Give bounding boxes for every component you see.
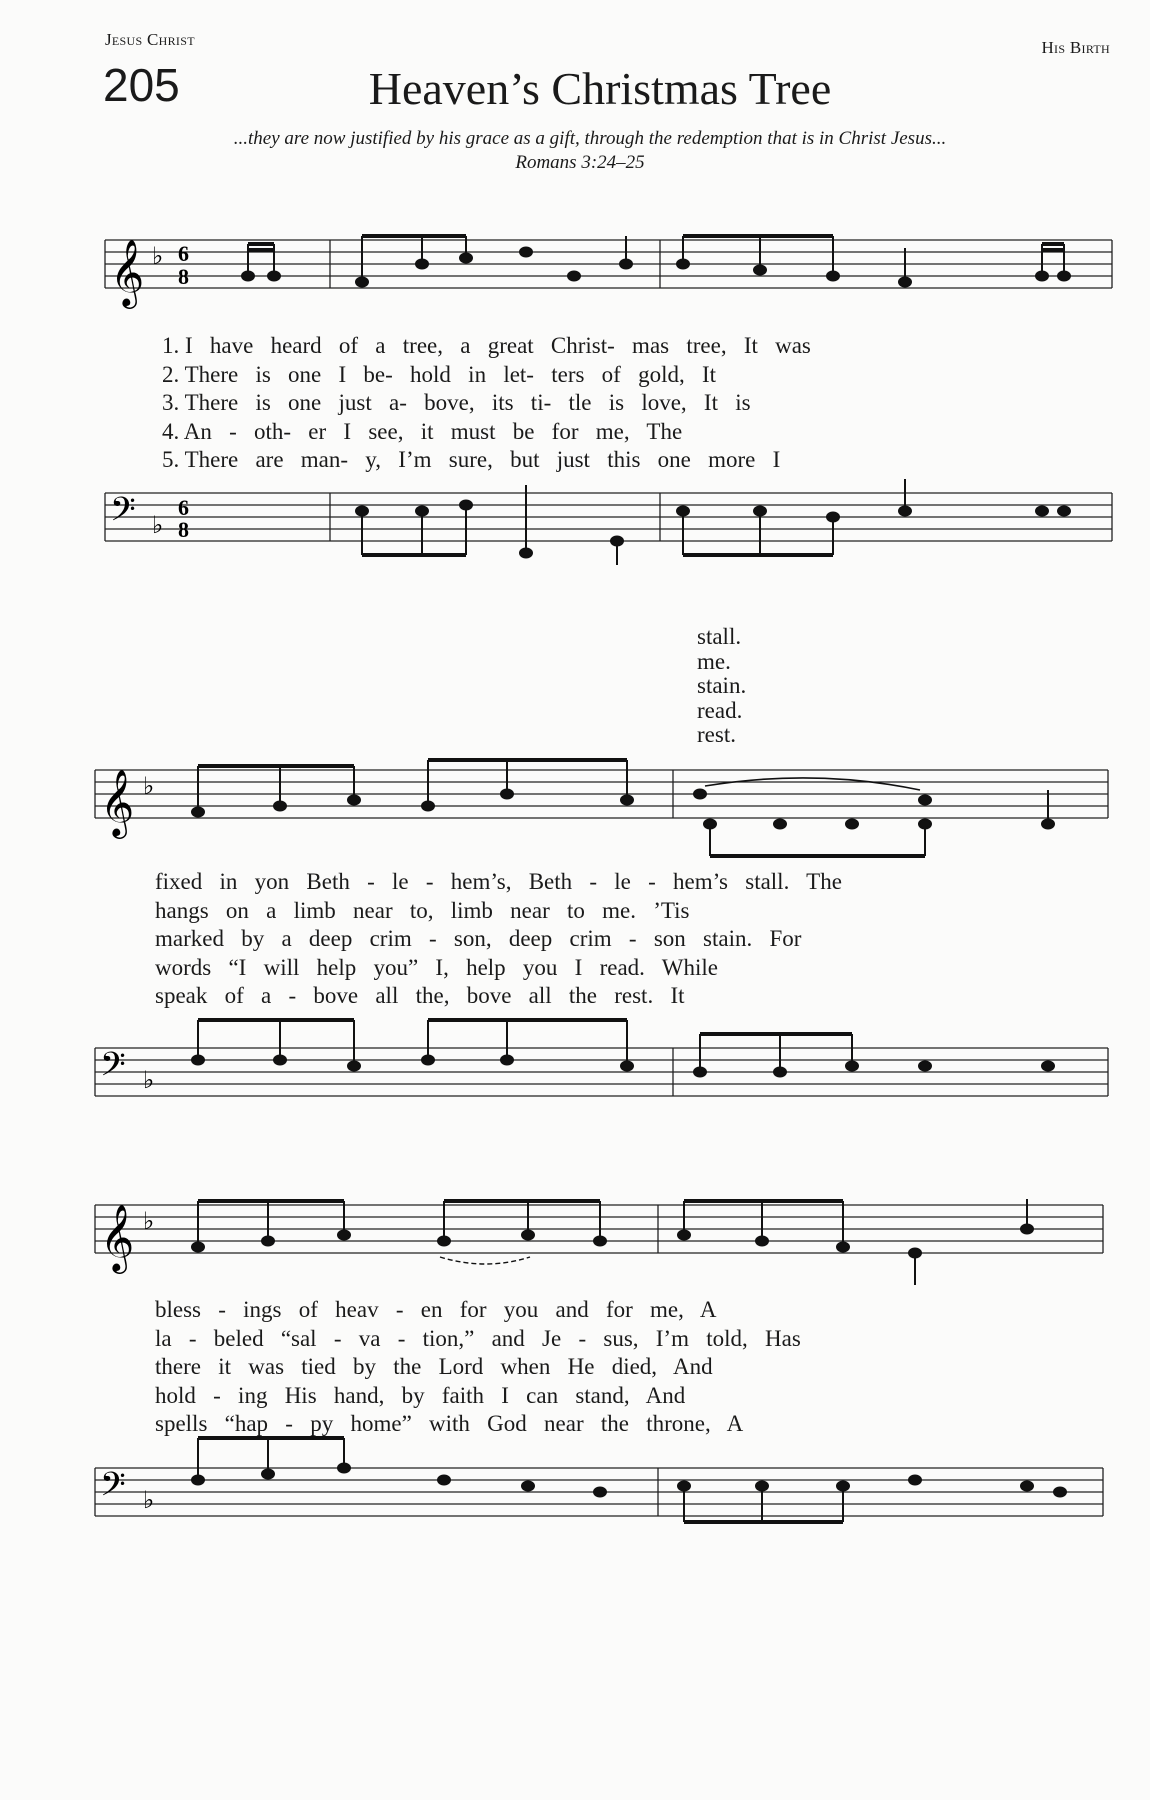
verse-1-lyrics: fixed in yon Beth - le - hem’s, Beth - le - hem’s stall. The	[155, 869, 842, 894]
treble-clef-icon: 𝄞	[110, 240, 145, 305]
bass-staff-3	[0, 1460, 1150, 1550]
epigraph: ...they are now justified by his grace as a gift, through the redemption that is in Christ Jesus...	[233, 128, 947, 149]
bass-staff-2	[0, 1040, 1150, 1130]
verse-2-lyrics: 2. There is one I be- hold in let- ters of gold, It	[162, 361, 717, 387]
bass-clef-icon: 𝄢	[100, 1046, 126, 1091]
svg-text:♭: ♭	[152, 513, 164, 539]
verse-5-lyrics: spells “hap - py home” with God near the throne, A	[155, 1411, 744, 1436]
verse-lyrics-line	[162, 332, 811, 475]
bass-clef-icon: 𝄢	[110, 491, 136, 536]
verse-4-lyrics: hold - ing His hand, by faith I can stand, And	[155, 1382, 686, 1408]
svg-text:♭: ♭	[143, 1488, 155, 1514]
verse-5-lyrics: speak of a - bove all the, bove all the rest. It	[155, 983, 685, 1008]
subsection-label: His Birth	[1041, 38, 1110, 57]
verse-3-lyrics: 3. There is one just a- bove, its ti- tle is love, It is	[162, 390, 751, 415]
verse-lyrics-line	[155, 868, 842, 1011]
verse-3-lyrics: marked by a deep crim - son, deep crim - son stain. For	[155, 926, 802, 951]
hymn-title: Heaven’s Christmas Tree	[368, 63, 832, 114]
verse-4-lyrics: 4. An - oth- er I see, it must be for me, The	[162, 418, 683, 444]
stacked-words: stall. me. stain. read. rest.	[697, 624, 747, 747]
verse-3-lyrics: there it was tied by the Lord when He died, And	[155, 1354, 713, 1379]
svg-text:♭: ♭	[143, 1209, 155, 1235]
bass-clef-icon: 𝄢	[100, 1466, 126, 1511]
hymn-number: 205	[103, 59, 180, 111]
scripture-reference: Romans 3:24–25	[515, 152, 645, 173]
verse-2-lyrics: hangs on a limb near to, limb near to me. ’Tis	[155, 897, 690, 923]
verse-1-lyrics: bless - ings of heav - en for you and for me, A	[155, 1297, 717, 1322]
treble-clef-icon: 𝄞	[100, 1205, 135, 1270]
svg-text:♭: ♭	[152, 244, 164, 270]
treble-staff-1	[0, 230, 1150, 320]
svg-text:♭: ♭	[143, 1068, 155, 1094]
svg-text:8: 8	[178, 517, 189, 542]
section-label: Jesus Christ	[105, 30, 195, 49]
bass-staff-1	[0, 485, 1150, 575]
svg-text:8: 8	[178, 264, 189, 289]
verse-1-lyrics: 1. I have heard of a tree, a great Christ- mas tree, It was	[162, 333, 811, 358]
svg-text:6: 6	[178, 241, 189, 266]
verse-lyrics-line	[155, 1296, 801, 1439]
treble-clef-icon: 𝄞	[100, 770, 135, 835]
svg-text:♭: ♭	[143, 774, 155, 800]
treble-staff-2	[0, 760, 1150, 850]
svg-text:6: 6	[178, 495, 189, 520]
verse-5-lyrics: 5. There are man- y, I’m sure, but just this one more I	[162, 447, 781, 472]
verse-2-lyrics: la - beled “sal - va - tion,” and Je - sus, I’m told, Has	[155, 1325, 801, 1351]
verse-4-lyrics: words “I will help you” I, help you I read. While	[155, 954, 718, 980]
treble-staff-3	[0, 1195, 1150, 1285]
